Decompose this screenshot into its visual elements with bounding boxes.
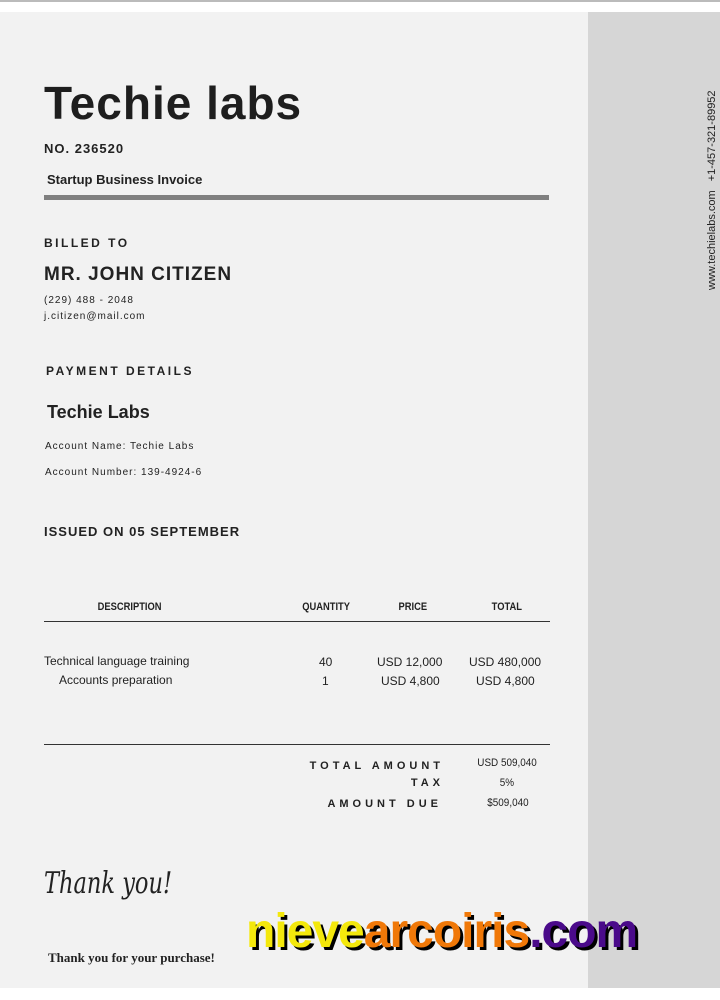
total-amount-value: USD 509,040 xyxy=(477,757,537,769)
col-description: DESCRIPTION xyxy=(97,601,162,613)
phone: +1-457-321-89952 xyxy=(706,90,718,182)
client-name: MR. JOHN CITIZEN xyxy=(44,264,233,285)
col-price: PRICE xyxy=(398,601,428,613)
watermark-part: arcoiris xyxy=(363,905,530,958)
row-total: USD 4,800 xyxy=(476,674,535,688)
website: www.techielabs.com xyxy=(706,190,718,290)
row-description: Accounts preparation xyxy=(59,673,173,687)
thank-you-note: Thank you for your purchase! xyxy=(48,950,215,965)
row-price: USD 4,800 xyxy=(381,674,440,688)
account-name: Account Name: Techie Labs xyxy=(45,441,195,452)
watermark-part: .com xyxy=(529,905,638,958)
billed-heading: BILLED TO xyxy=(44,236,130,250)
col-quantity: QUANTITY xyxy=(302,601,351,613)
payment-heading: PAYMENT DETAILS xyxy=(46,364,194,378)
payment-company: Techie Labs xyxy=(47,402,150,422)
client-phone: (229) 488 - 2048 xyxy=(44,295,134,306)
row-quantity: 1 xyxy=(322,674,329,688)
issued-date: ISSUED ON 05 SEPTEMBER xyxy=(44,524,241,539)
amount-due-value: $509,040 xyxy=(487,797,529,809)
total-amount-label: TOTAL AMOUNT xyxy=(309,760,444,772)
top-border xyxy=(0,0,720,2)
watermark xyxy=(246,904,637,959)
watermark-part: nieve xyxy=(246,905,364,958)
sidebar-contact xyxy=(706,90,718,290)
invoice-subtitle: Startup Business Invoice xyxy=(47,172,203,187)
invoice-number: NO. 236520 xyxy=(44,141,125,156)
brand-logo: Techie labs xyxy=(44,77,303,129)
client-email: j.citizen@mail.com xyxy=(44,311,146,322)
col-total: TOTAL xyxy=(491,601,522,613)
row-total: USD 480,000 xyxy=(469,655,542,669)
table-header-rule xyxy=(44,621,550,622)
tax-label: TAX xyxy=(410,777,444,789)
row-price: USD 12,000 xyxy=(377,655,443,669)
sidebar xyxy=(588,12,720,988)
header-divider xyxy=(44,195,549,200)
amount-due-label: AMOUNT DUE xyxy=(327,798,442,810)
tax-value: 5% xyxy=(499,777,515,789)
account-number: Account Number: 139-4924-6 xyxy=(45,467,203,478)
row-quantity: 40 xyxy=(319,655,333,669)
totals-rule xyxy=(44,744,550,745)
row-description: Technical language training xyxy=(44,654,190,668)
thank-you-script: Thank you! xyxy=(44,866,172,901)
